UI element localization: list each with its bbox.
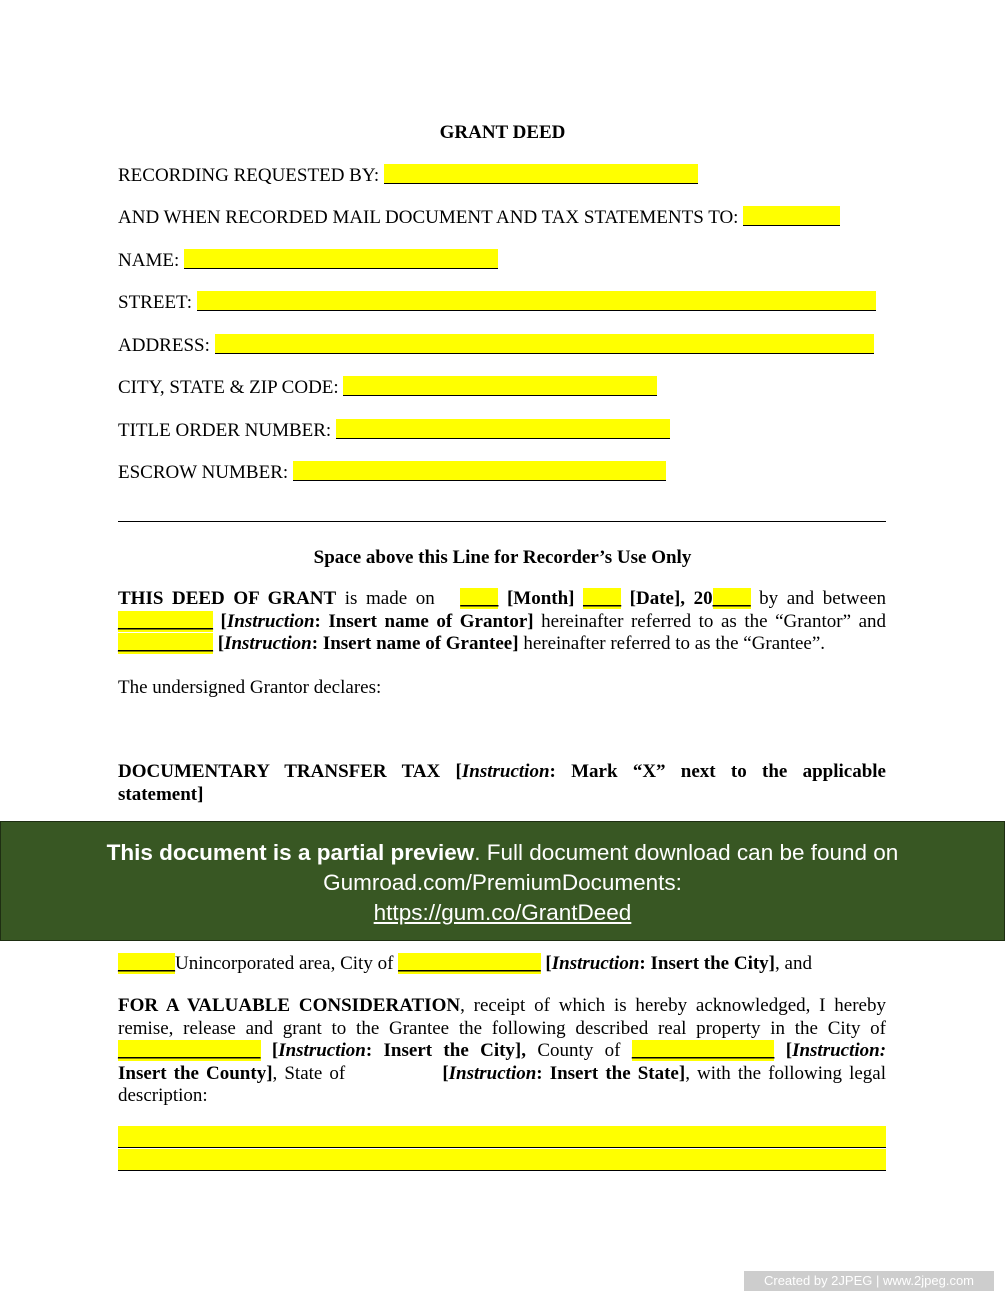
street-field[interactable] — [197, 291, 876, 311]
preview-banner — [0, 821, 1005, 941]
transfer-tax-heading — [118, 761, 886, 806]
year-blank[interactable]: ____ — [712, 588, 751, 609]
deed-line-1: THIS DEED OF GRANT is made on ____ [Month] ____ [Date], 20____ by and between — [118, 588, 887, 609]
address-field[interactable] — [215, 334, 874, 354]
name-field[interactable] — [184, 249, 498, 269]
grantee-name-blank[interactable]: __________ — [118, 633, 213, 654]
field-label: NAME: — [118, 250, 180, 271]
mail-to-field[interactable] — [743, 206, 840, 226]
field-label: TITLE ORDER NUMBER: — [118, 420, 332, 441]
deed-paragraph — [118, 588, 886, 656]
banner-line-1: This document is a partial preview. Full document download can be found on — [106, 840, 899, 865]
recorder-note: Space above this Line for Recorder’s Use Only — [313, 547, 692, 568]
month-blank[interactable]: ____ — [460, 588, 499, 609]
unincorporated-row: ______Unincorporated area, City of _______________ [Instruction: Insert the City], and — [118, 953, 812, 974]
consideration-county-blank[interactable]: _______________ — [631, 1040, 775, 1061]
consideration-line-1: FOR A VALUABLE CONSIDERATION, receipt of which is hereby acknowledged, I hereby — [118, 995, 886, 1016]
escrow-row — [118, 461, 666, 484]
mail-to-row — [118, 206, 840, 229]
street-row — [118, 291, 876, 314]
grantor-name-blank[interactable]: __________ — [118, 610, 213, 632]
title-order-row — [118, 419, 670, 442]
consideration-city-blank[interactable]: _______________ — [118, 1040, 261, 1061]
name-row — [118, 249, 498, 272]
field-label: AND WHEN RECORDED MAIL DOCUMENT AND TAX STATEMENTS TO: — [118, 207, 739, 228]
title-order-field[interactable] — [336, 419, 670, 439]
date-blank[interactable]: ____ — [583, 588, 622, 609]
field-label: RECORDING REQUESTED BY: — [118, 165, 380, 186]
declares-text: The undersigned Grantor declares: — [118, 677, 382, 698]
banner-link[interactable]: https://gum.co/GrantDeed — [373, 900, 632, 925]
deed-line-3: __________ [Instruction: Insert name of Grantee] hereinafter referred to as the “Grantee”. — [118, 633, 826, 654]
consideration-line-4: Insert the County], State of [Instruction: Insert the State], with the following legal — [118, 1062, 887, 1084]
recording-requested-field[interactable] — [384, 164, 698, 184]
deed-line-2: __________ [Instruction: Insert name of Grantor] hereinafter referred to as the “Grantor” and — [118, 610, 886, 632]
transfer-tax-line-2: statement] — [118, 783, 204, 805]
consideration-line-3: _______________ [Instruction: Insert the City], County of _______________ [Instruction: — [118, 1040, 887, 1061]
city-state-zip-row — [118, 376, 657, 399]
legal-description-line-2[interactable] — [118, 1149, 886, 1171]
transfer-tax-line-1: DOCUMENTARY TRANSFER TAX [Instruction: Mark “X” next to the applicable — [118, 761, 886, 782]
watermark: Created by 2JPEG | www.2jpeg.com — [744, 1271, 994, 1291]
address-row — [118, 334, 874, 357]
field-label: ADDRESS: — [118, 335, 210, 356]
field-label: ESCROW NUMBER: — [118, 462, 289, 483]
field-label: STREET: — [118, 292, 192, 313]
recorder-divider — [118, 521, 886, 522]
unincorporated-city-blank[interactable]: _______________ — [398, 953, 541, 974]
recording-requested-row — [118, 164, 698, 187]
document-title: GRANT DEED — [439, 122, 566, 143]
banner-line-2: Gumroad.com/PremiumDocuments: — [323, 870, 682, 895]
field-label: CITY, STATE & ZIP CODE: — [118, 377, 339, 398]
legal-description-line-1[interactable] — [118, 1126, 886, 1148]
escrow-field[interactable] — [293, 461, 666, 481]
consideration-line-2: remise, release and grant to the Grantee the following described real property in the City of — [118, 1017, 886, 1039]
city-state-zip-field[interactable] — [343, 376, 657, 396]
unincorporated-blank[interactable]: ______ — [118, 953, 175, 974]
consideration-line-5: description: — [118, 1085, 208, 1106]
consideration-paragraph — [118, 995, 886, 1108]
